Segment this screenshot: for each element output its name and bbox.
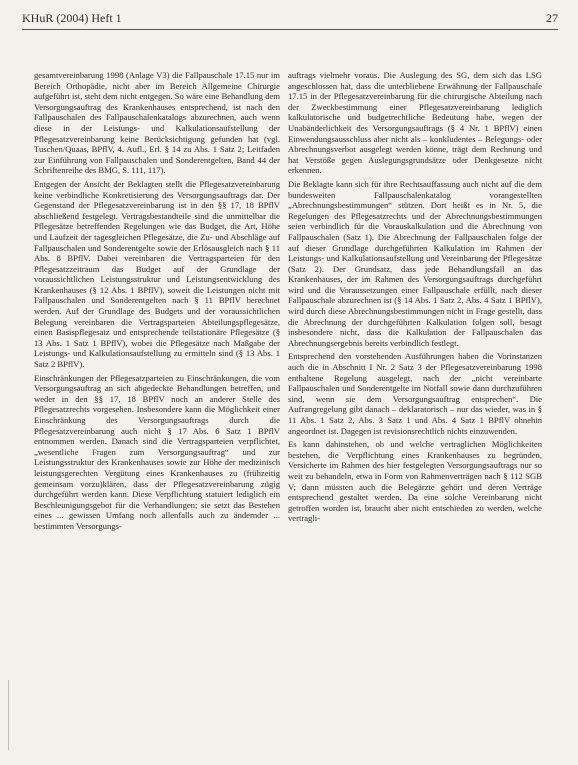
paragraph: Die Beklagte kann sich für ihre Rechtsauffassung auch nicht auf die dem bundesweiten Fallpauschalenkatalog vorangestellten „Abrechnungsbestimmungen“ stützen. Dort heißt es in Nr. 5, die Regelungen des Pflegesatzrechts und der Abrechnungsbestimmungen seien verbindlich für die Vorauskalkulation und die Abrechnung von Fallpauschalen (Satz 1). Die Abrechnung der Fallpauschalen folge der auf dieser Grundlage durchgeführten Kalkulation im Rahmen der Leistungs- und Kalkulationsaufstellung und Vereinbarung der Pflegesätze (Satz 2). Der Grundsatz, dass jede Behandlungsfall an das Krankenhauses, der im Rahmen des Versorgungsauftrags durchgeführt wird und die Voraussetzungen einer Fallpauschale erfüllt, nach dieser Fallpauschale abzurechnen ist (§ 14 Abs. 1 Satz 2, Abs. 4 Satz 1 BPflV), wird durch diese Abrechnungsbestimmungen nicht in Frage gestellt, dass die Abrechnung der durchgeführten Kalkulation folgen soll, besagt insbesondere nicht, dass die Kalkulation der Fallpauschalen das Abrechnungsergebnis bereits verbindlich festlegt. <box>288 178 542 348</box>
paragraph: Entgegen der Ansicht der Beklagten stellt die Pflegesatzvereinbarung keine verbindliche Konkretisierung des Versorgungsauftrags dar. Der Gegenstand der Pflegesatzvereinbarung ist in den §§ 17, 18 BPflV abschließend festgelegt. Vertragsbestandteile sind die unmittelbar die Pflegesätze betreffenden Regelungen wie das Budget, die Art, Höhe und Laufzeit der tagesgleichen Pflegesätze, die Zu- und Abschläge auf Fallpauschalen und Sonderentgelte sowie der Erlösausgleich nach § 11 Abs. 8 BPflV. Dabei vereinbaren die Vertragsparteien für den Pflegesatzzeitraum das Budget auf der Grundlage der voraussichtlichen Leistungsstruktur und Leistungsentwicklung des Krankenhauses (§ 12 Abs. 1 BPflV), soweit die Leistungen nicht mit Fallpauschalen und Sonderentgelten nach § 11 BPflV berechnet werden. Auf der Grundlage des Budgets und der voraussichtlichen Belegung vereinbaren die Vertragsparteien Abteilungspflegesätze, einen Basispflegesatz und entsprechende teilstationäre Pflegesätze (§ 13 Abs. 1 Satz 1 BPflV), wobei die Pflegesätze nach Maßgabe der Leistungs- und Kalkulationsaufstellung zu ermitteln sind (§ 13 Abs. 1 Satz 2 BPflV). <box>34 178 280 370</box>
page-number: 27 <box>546 10 558 25</box>
paragraph: gesamtvereinbarung 1998 (Anlage V3) die Fallpauschale 17.15 nur im Bereich Orthopädie, nicht aber im Bereich Allgemeine Chirurgie aufgeführt ist, steht dem nicht entgegen. So wäre eine Behandlung dem Versorgungsauftrag des Krankenhauses entsprechend, ist nach den Fallpauschalen des Fallpauschalenkatalogs abzurechnen, auch wenn diese in der Leistungs- und Kalkulationsaufstellung der Pflegesatzvereinbarung keine Berücksichtigung gefunden hat (vgl. Tuschen/Quaas, BPflV, 4. Aufl., Erl. § 14 zu Abs. 1 Satz 2; Leitfaden zur Einführung von Fallpauschalen und Sonderentgelten, Band 44 der Schriftenreihe des BMG, S. 111, 117). <box>34 70 280 176</box>
paragraph: Entsprechend den vorstehenden Ausführungen haben die Vorinstanzen auch die in Abschnitt I Nr. 2 Satz 3 der Pflegesatzvereinbarung 1998 enthaltene Regelung ausgelegt, nach der „nicht vereinbarte Fallpauschalen und Sonderentgelte im Notfall sowie dann durchzuführen sind, wenn sie dem Versorgungsauftrag entsprechen“. Die Aufrangregelung gibt danach – deklaratorisch – nur das wieder, was in § 11 Abs. 1 Satz 2, Abs. 3 Satz 1 und Abs. 4 Satz 1 BPflV ohnehin angeordnet ist. Dagegen ist revisionsrechtlich nichts einzuwenden. <box>288 351 542 436</box>
right-text-column <box>288 70 542 527</box>
running-header <box>22 8 558 28</box>
paragraph: auftrags vielmehr voraus. Die Auslegung des SG, dem sich das LSG angeschlossen hat, dass die unterbliebene Erwähnung der Fallpauschale 17.15 in der Pflegesatzvereinbarung für die chirurgische Abteilung nach der Zweckbestimmung einer Pflegesatzvereinbarung lediglich kalkulatorische und budgetrechtliche Bedeutung habe, wegen der Unabänderlichkeit des Versorgungsauftrags (§ 4 Nr. 1 BPflV) einen Einwendungsausschluss aber nicht als – konkludentes – Belegungs- oder Abrechnungsverbot ausgelegt werden könne, trägt dem Rechnung und hat Verstöße gegen Auslegungsgrundsätze oder Denkgesetze nicht erkennen. <box>288 70 542 176</box>
paragraph: Einschränkungen der Pflegesatzparteien zu Einschränkungen, die vom Versorgungsauftrag an sich abgedeckte Behandlungen betreffen, und weder in den §§ 17, 18 BPflV noch an anderer Stelle des Pflegesatzrechts vorgesehen. Insbesondere kann die Möglichkeit einer Einschränkung des Versorgungsauftrags durch die Pflegesatzvereinbarung auch nicht § 17 Abs. 6 Satz 1 BPflV entnommen werden. Danach sind die Vertragsparteien verpflichtet, „wesentliche Fragen zum Versorgungsauftrag“ und zur Leistungsstruktur des Krankenhauses sowie zur Höhe der medizinisch leistungsgerechten Vergütung eines Krankenhauses zu (frühzeitig gemeinsam vorzu)klären, dass der Pflegesatzvereinbarung zügig durchgeführt werden kann. Diese Verpflichtung statuiert lediglich ein Beschleunigungsgebot für die Verhandlungen; sie setzt das Bestehen eines ... gewissen Umfang noch allenfalls auch zu ändernder ... bestimmten Versorgungs- <box>34 372 280 531</box>
left-text-column <box>34 70 280 535</box>
scan-edge-mark <box>8 680 12 750</box>
journal-reference: KHuR (2004) Heft 1 <box>22 10 122 25</box>
header-rule <box>22 29 558 30</box>
paragraph: Es kann dahinstehen, ob und welche vertraglichen Möglichkeiten bestehen, die Verpflichtung eines Krankenhauses zu begründen, Versicherte im Rahmen des hier festgelegten Versorgungsauftrags nur so weit zu behandeln, etwa in Form von Rahmenverträgen nach § 112 SGB V; dann müssten auch die Belegärzte gehört und deren Verträge entsprechend gestaltet werden. Da eine solche Vereinbarung nicht getroffen worden ist, braucht aber nicht entschieden zu werden, welche vertragli- <box>288 439 542 524</box>
